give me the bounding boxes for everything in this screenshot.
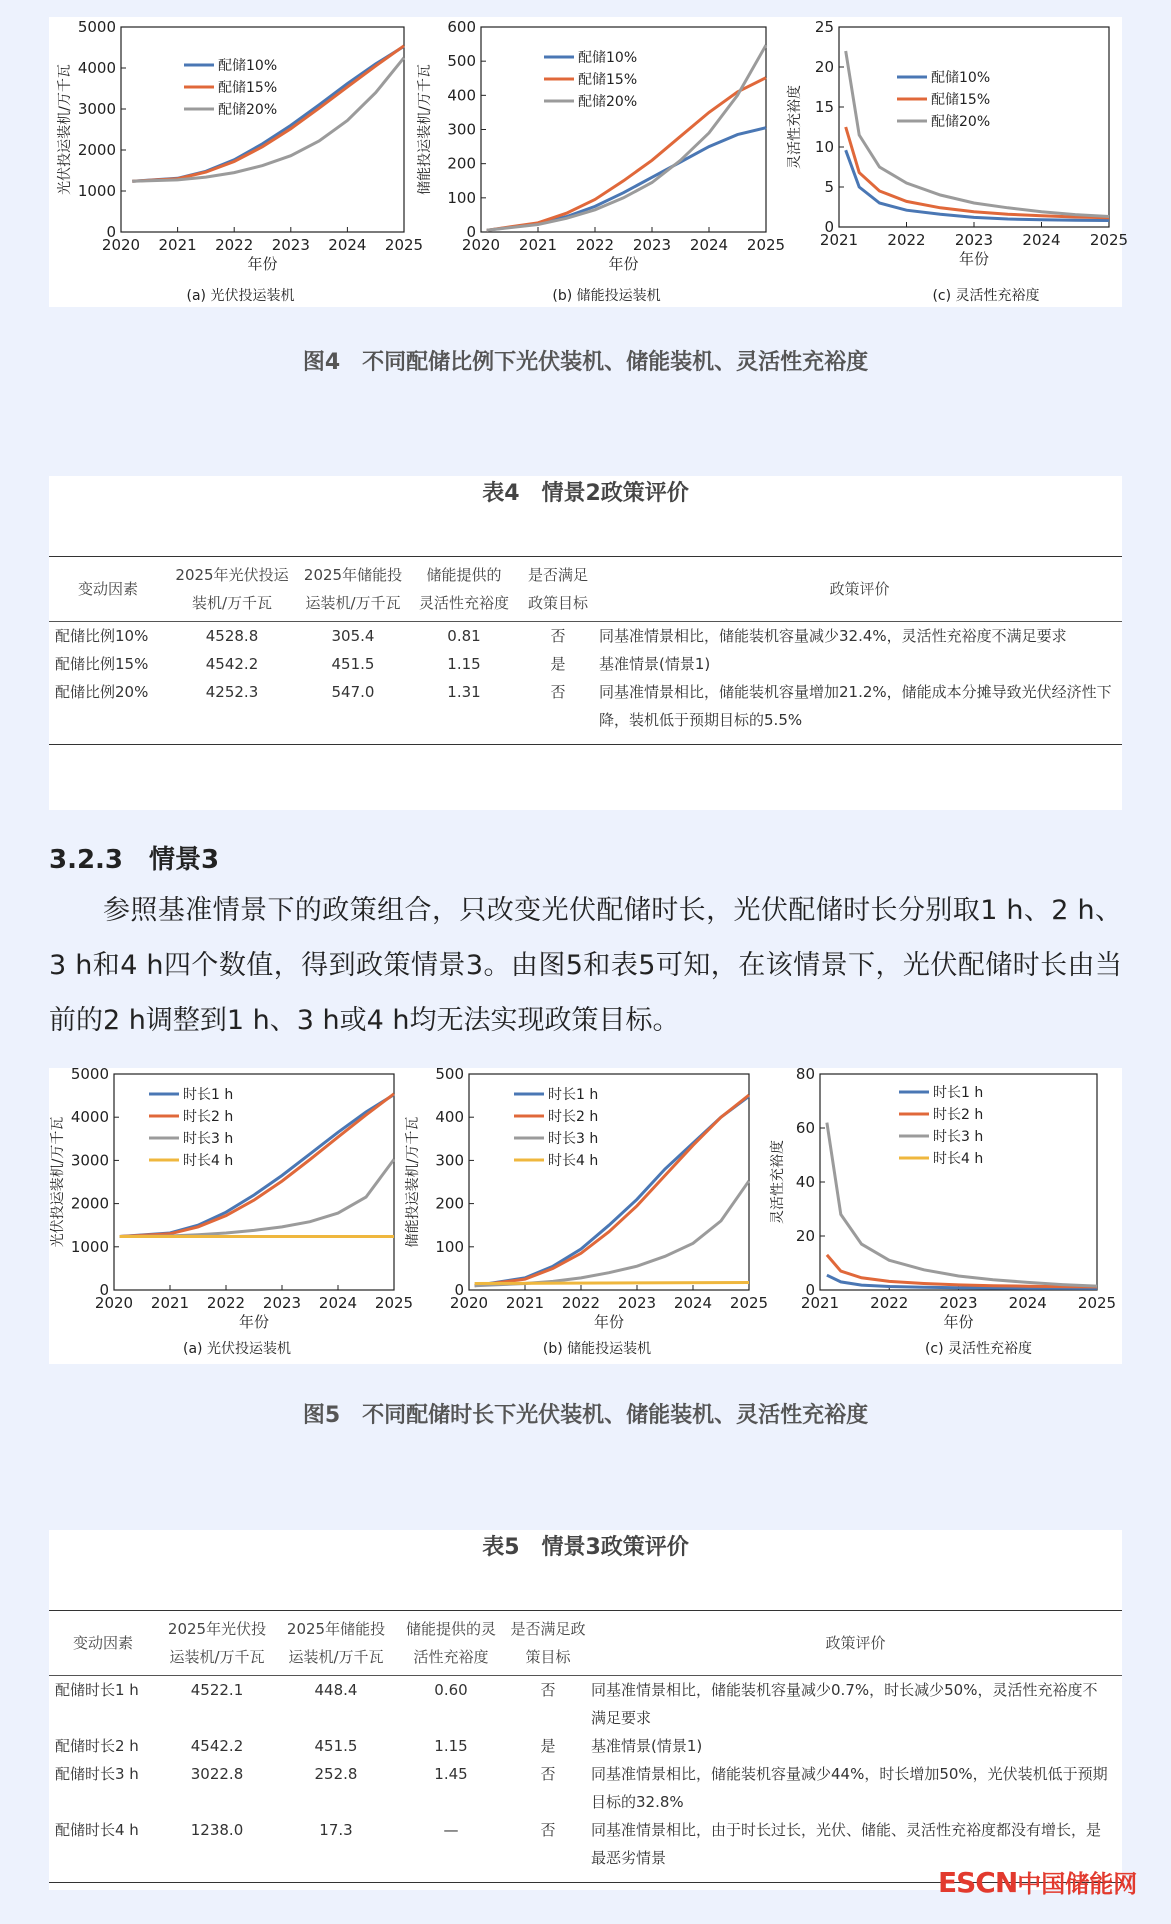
y-tick-label: 100	[447, 188, 476, 207]
table-header-cell	[507, 1611, 589, 1676]
y-tick-label: 10	[814, 138, 834, 156]
table-header-cell	[589, 1611, 1122, 1676]
legend	[899, 1085, 983, 1167]
legend	[897, 69, 990, 130]
fig5-panel-3	[769, 1065, 1116, 1357]
y-tick-label: 15	[814, 98, 834, 116]
y-axis-label: 光伏投运装机/万千瓦	[50, 1116, 66, 1248]
table-row	[49, 622, 1122, 651]
x-tick-label: 2023	[262, 1294, 302, 1312]
x-tick-label: 2022	[206, 1294, 246, 1312]
x-tick-label: 2023	[632, 236, 672, 254]
y-tick-label: 5	[824, 178, 834, 196]
y-tick-label: 300	[435, 1151, 464, 1170]
table-header-cell	[297, 557, 409, 622]
table-spacer	[49, 734, 1122, 744]
table-header-cell	[519, 557, 597, 622]
x-axis-label: 年份	[943, 1313, 974, 1331]
table-spacer-cell	[49, 734, 1122, 744]
table-header-line: 灵活性充裕度	[418, 594, 509, 612]
table-cell: 1238.0	[190, 1821, 244, 1839]
x-axis-label: 年份	[247, 255, 278, 273]
y-tick-label: 1000	[77, 182, 116, 200]
table-header-line: 政策评价	[825, 1634, 886, 1652]
x-tick-label: 2025	[384, 236, 424, 254]
x-tick-label: 2023	[617, 1294, 657, 1312]
x-tick-label: 2023	[271, 236, 310, 254]
panel-subcaption: (b) 储能投运装机	[542, 1341, 652, 1357]
table-header-line: 2025年光伏投	[167, 1620, 267, 1638]
legend-label: 时长2 h	[183, 1109, 234, 1125]
legend-label: 时长4 h	[933, 1151, 984, 1167]
y-tick-label: 200	[435, 1194, 464, 1213]
table-cell: 否	[550, 683, 566, 701]
table-cell: 否	[550, 627, 566, 645]
table-cell: 4542.2	[190, 1737, 244, 1755]
y-axis-label: 储能投运装机/万千瓦	[405, 1116, 421, 1248]
table-header-row	[49, 1611, 1122, 1676]
y-tick-label: 0	[824, 218, 834, 236]
panel-subcaption: (c) 灵活性充裕度	[932, 288, 1040, 304]
y-tick-label: 500	[447, 52, 476, 71]
table-cell: 配储时长1 h	[55, 1681, 139, 1699]
table-header-line: 运装机/万千瓦	[169, 1648, 265, 1666]
plot-frame	[114, 1074, 394, 1290]
figure-5-caption: 图5 不同配储时长下光伏装机、储能装机、灵活性充裕度	[302, 1403, 869, 1428]
table-header-cell	[597, 557, 1122, 622]
table-4-title: 表4 情景2政策评价	[482, 481, 689, 506]
table-header-line: 是否满足	[527, 566, 588, 584]
series-line-2	[827, 1255, 1097, 1287]
x-tick-label: 2024	[1022, 231, 1061, 249]
fig5-panel-2	[404, 1065, 768, 1357]
table-cell: 否	[540, 1821, 556, 1839]
y-tick-label: 60	[795, 1119, 815, 1137]
x-axis-label: 年份	[238, 1313, 270, 1331]
section-paragraph: 参照基准情景下的政策组合，只改变光伏配储时长，光伏配储时长分别取1 h、2 h、3 h和4 h四个数值，得到政策情景3。由图5和表5可知，在该情景下，光伏配储时长由当前的2 h调整到1 h、3 h或4 h均无法实现政策目标。	[49, 895, 1122, 1036]
table-cell: 4542.2	[205, 655, 259, 673]
table-cell: 547.0	[331, 683, 375, 701]
table-cell: 451.5	[314, 1737, 358, 1755]
x-tick-label: 2024	[1008, 1294, 1047, 1312]
table-header-line: 变动因素	[77, 580, 138, 598]
table-header-line: 是否满足政	[510, 1620, 586, 1638]
x-tick-label: 2025	[746, 236, 786, 254]
table-header-cell	[49, 1611, 157, 1676]
table-cell: 配储时长4 h	[55, 1821, 139, 1839]
table-cell: 基准情景(情景1)	[591, 1737, 703, 1755]
x-tick-label: 2020	[101, 236, 141, 254]
panel-subcaption: (b) 储能投运装机	[552, 288, 661, 304]
logo-suffix: 中国储能网	[1017, 1870, 1138, 1898]
table-header-line: 政策评价	[829, 580, 890, 598]
series-line-1	[846, 150, 1109, 220]
legend-label: 时长2 h	[548, 1109, 599, 1125]
fig4-panel-2	[416, 18, 785, 304]
y-tick-label: 500	[435, 1065, 464, 1083]
legend-label: 配储15%	[578, 72, 638, 88]
legend-label: 时长3 h	[933, 1129, 984, 1145]
table-row	[49, 1676, 1122, 1733]
y-tick-label: 5000	[70, 1065, 109, 1083]
legend-label: 时长1 h	[548, 1087, 599, 1103]
table-cell: 否	[540, 1765, 556, 1783]
panel-subcaption: (a) 光伏投运装机	[186, 288, 295, 304]
table-cell: 否	[540, 1681, 556, 1699]
legend-label: 配储20%	[931, 114, 991, 130]
table-cell: 448.4	[314, 1681, 358, 1699]
table-header-cell	[277, 1611, 395, 1676]
legend-label: 时长3 h	[548, 1131, 599, 1147]
table-header-line: 2025年光伏投运	[175, 566, 289, 584]
series-line-3	[827, 1123, 1097, 1287]
y-axis-label: 储能投运装机/万千瓦	[417, 64, 433, 195]
table-cell: 0.81	[447, 627, 481, 645]
table-cell: 4522.1	[190, 1681, 244, 1699]
legend	[184, 57, 277, 118]
x-axis-label: 年份	[958, 250, 990, 268]
legend-label: 配储10%	[578, 50, 638, 66]
table-cell: 1.15	[447, 655, 481, 673]
table-header-line: 政策目标	[527, 594, 588, 612]
x-tick-label: 2025	[374, 1294, 414, 1312]
table-cell: 同基准情景相比，储能装机容量减少0.7%，时长减少50%，灵活性充裕度不满足要求	[591, 1681, 1098, 1727]
table-cell: 1.15	[434, 1737, 468, 1755]
table-header-cell	[395, 1611, 507, 1676]
legend-label: 配储10%	[218, 58, 278, 74]
x-tick-label: 2024	[318, 1294, 358, 1312]
x-tick-label: 2021	[150, 1294, 190, 1312]
legend-label: 时长3 h	[183, 1131, 234, 1147]
table-cell: 是	[550, 655, 566, 673]
table-header-line: 2025年储能投	[286, 1620, 386, 1638]
series-line-4	[475, 1283, 749, 1284]
table-header-line: 活性充裕度	[413, 1648, 489, 1666]
logo-escn: ESCN	[938, 1866, 1018, 1899]
legend-label: 配储20%	[578, 94, 638, 110]
x-tick-label: 2021	[505, 1294, 545, 1312]
y-tick-label: 4000	[77, 59, 116, 77]
x-tick-label: 2021	[800, 1294, 840, 1312]
x-tick-label: 2020	[461, 236, 501, 254]
y-tick-label: 2000	[77, 141, 116, 159]
y-tick-label: 100	[435, 1237, 464, 1256]
y-tick-label: 3000	[70, 1151, 109, 1170]
table-cell: 同基准情景相比，储能装机容量减少44%，时长增加50%，光伏装机低于预期目标的32.8%	[591, 1765, 1108, 1811]
table-cell: 配储比例10%	[55, 627, 149, 645]
table-row	[49, 1732, 1122, 1760]
table-header-line: 装机/万千瓦	[191, 594, 273, 612]
table-cell: 4252.3	[205, 683, 259, 701]
table-header-cell	[49, 557, 167, 622]
table-cell: 基准情景(情景1)	[599, 655, 711, 673]
table-header-cell	[157, 1611, 277, 1676]
table-cell: 配储时长2 h	[55, 1737, 139, 1755]
y-tick-label: 0	[106, 223, 116, 241]
table-cell: 305.4	[331, 627, 375, 645]
fig4-panel-1	[56, 18, 423, 304]
x-tick-label: 2020	[94, 1294, 134, 1312]
x-tick-label: 2023	[939, 1294, 978, 1312]
table-5-title: 表5 情景3政策评价	[482, 1535, 689, 1560]
y-tick-label: 20	[814, 58, 834, 76]
y-tick-label: 400	[447, 86, 476, 105]
x-tick-label: 2020	[449, 1294, 489, 1312]
figure-5-charts	[49, 1065, 1122, 1364]
legend	[544, 49, 637, 110]
series-line-1	[475, 1096, 749, 1285]
y-tick-label: 0	[466, 223, 476, 241]
x-tick-label: 2022	[215, 236, 254, 254]
table-cell: 451.5	[331, 655, 375, 673]
table-cell: —	[443, 1821, 459, 1839]
fig5-panel-1	[49, 1065, 413, 1357]
plot-frame	[469, 1074, 749, 1290]
table-header-line: 运装机/万千瓦	[305, 594, 401, 612]
x-tick-label: 2025	[1089, 231, 1129, 249]
x-axis-label: 年份	[608, 255, 639, 273]
x-tick-label: 2022	[575, 236, 615, 254]
table-cell: 17.3	[319, 1821, 353, 1839]
table-cell: 3022.8	[190, 1765, 244, 1783]
table-4-grid	[49, 556, 1122, 745]
y-axis-label: 光伏投运装机/万千瓦	[57, 64, 73, 195]
y-axis-label: 灵活性充裕度	[787, 85, 803, 169]
y-tick-label: 1000	[70, 1237, 109, 1256]
x-tick-label: 2022	[561, 1294, 601, 1312]
table-cell: 1.31	[447, 683, 481, 701]
fig4-panel-3	[786, 18, 1128, 304]
y-tick-label: 25	[814, 18, 834, 36]
y-axis-label: 灵活性充裕度	[770, 1140, 786, 1224]
x-tick-label: 2021	[518, 236, 558, 254]
legend-label: 时长1 h	[183, 1087, 234, 1103]
table-cell: 同基准情景相比，储能装机容量减少32.4%，灵活性充裕度不满足要求	[599, 627, 1067, 645]
table-header-cell	[167, 557, 297, 622]
table-header-line: 运装机/万千瓦	[288, 1648, 384, 1666]
legend-label: 配储15%	[218, 80, 278, 96]
y-tick-label: 40	[795, 1173, 815, 1191]
y-tick-label: 300	[447, 120, 476, 139]
table-cell: 4528.8	[205, 627, 259, 645]
table-cell: 0.60	[434, 1681, 468, 1699]
series-line-2	[475, 1095, 749, 1286]
y-tick-label: 0	[805, 1281, 815, 1299]
table-cell: 配储比例20%	[55, 683, 149, 701]
table-cell: 252.8	[314, 1765, 358, 1783]
legend-label: 时长4 h	[548, 1153, 599, 1169]
x-tick-label: 2021	[158, 236, 197, 254]
x-tick-label: 2024	[689, 236, 729, 254]
y-tick-label: 3000	[77, 100, 116, 118]
legend-label: 配储10%	[931, 70, 991, 86]
legend	[149, 1087, 233, 1169]
table-5	[49, 1530, 1122, 1890]
figure-4	[49, 17, 1129, 307]
table-row	[49, 650, 1122, 678]
y-tick-label: 80	[795, 1065, 815, 1083]
table-cell: 同基准情景相比，储能装机容量增加21.2%，储能成本分摊导致光伏经济性下降，装机低于预期目标的5.5%	[599, 683, 1112, 729]
legend-label: 时长4 h	[183, 1153, 234, 1169]
x-tick-label: 2021	[819, 231, 859, 249]
table-header-cell	[409, 557, 519, 622]
escn-logo	[938, 1864, 1137, 1899]
figure-4-charts	[49, 17, 1129, 307]
table-header-line: 储能提供的灵	[405, 1620, 496, 1638]
table-cell: 1.45	[434, 1765, 468, 1783]
panel-subcaption: (c) 灵活性充裕度	[924, 1341, 1033, 1357]
table-4	[49, 476, 1122, 810]
y-tick-label: 400	[435, 1108, 464, 1127]
x-tick-label: 2025	[1077, 1294, 1117, 1312]
x-tick-label: 2022	[887, 231, 926, 249]
table-cell: 配储比例15%	[55, 655, 149, 673]
figure-4-caption: 图4 不同配储比例下光伏装机、储能装机、灵活性充裕度	[302, 350, 869, 375]
table-row	[49, 1760, 1122, 1816]
table-header-row	[49, 557, 1122, 622]
y-tick-label: 0	[99, 1281, 109, 1299]
figure-5	[49, 1065, 1122, 1364]
section-heading: 3.2.3 情景3	[49, 845, 220, 875]
table-header-line: 变动因素	[72, 1634, 133, 1652]
legend	[514, 1087, 598, 1169]
x-tick-label: 2024	[328, 236, 367, 254]
table-header-line: 储能提供的	[426, 566, 502, 584]
series-line-3	[475, 1181, 749, 1286]
legend-label: 时长2 h	[933, 1107, 984, 1123]
legend-label: 配储15%	[931, 92, 991, 108]
table-row	[49, 678, 1122, 734]
table-header-line: 策目标	[525, 1648, 571, 1666]
y-tick-label: 200	[447, 154, 476, 173]
x-tick-label: 2022	[870, 1294, 909, 1312]
legend-label: 配储20%	[218, 102, 278, 118]
x-tick-label: 2023	[954, 231, 994, 249]
legend-label: 时长1 h	[933, 1085, 984, 1101]
table-cell: 是	[540, 1737, 556, 1755]
x-tick-label: 2024	[673, 1294, 713, 1312]
y-tick-label: 4000	[70, 1108, 109, 1127]
table-cell: 配储时长3 h	[55, 1765, 139, 1783]
x-tick-label: 2025	[729, 1294, 769, 1312]
x-axis-label: 年份	[593, 1313, 625, 1331]
y-tick-label: 0	[454, 1281, 464, 1299]
panel-subcaption: (a) 光伏投运装机	[183, 1341, 291, 1357]
table-cell: 同基准情景相比，由于时长过长，光伏、储能、灵活性充裕度都没有增长，是最恶劣情景	[591, 1821, 1102, 1867]
y-tick-label: 20	[795, 1227, 815, 1245]
y-tick-label: 600	[447, 18, 476, 36]
table-header-line: 2025年储能投	[303, 566, 403, 584]
y-tick-label: 2000	[70, 1194, 109, 1213]
table-5-grid	[49, 1610, 1122, 1883]
y-tick-label: 5000	[77, 18, 116, 36]
